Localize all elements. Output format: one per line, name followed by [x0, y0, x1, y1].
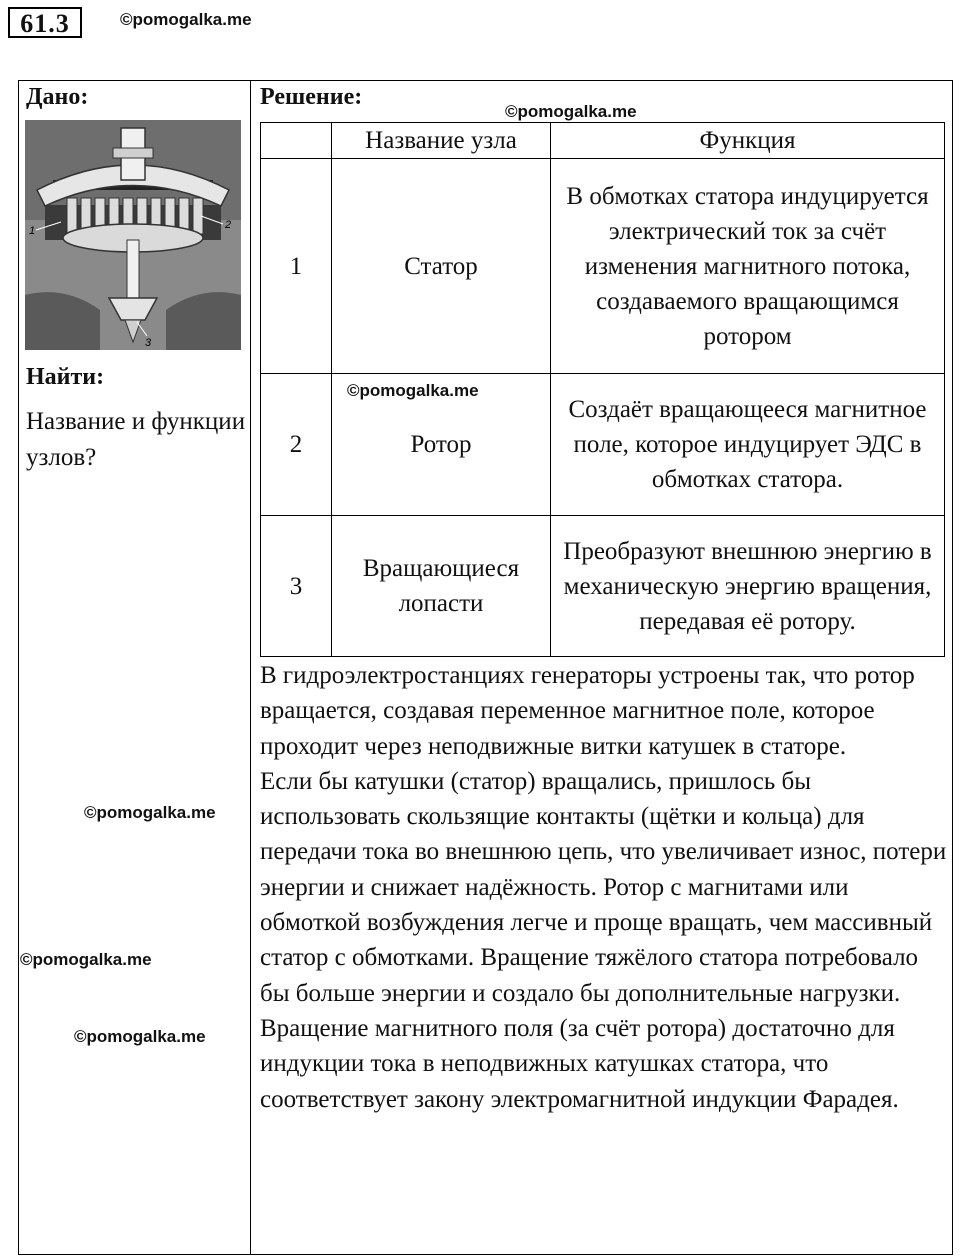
node-name: Вращающиеся лопасти — [332, 516, 551, 657]
table-header-name: Название узла — [332, 123, 551, 159]
watermark: ©pomogalka.me — [120, 10, 252, 29]
figure-label: 3 — [145, 337, 152, 349]
watermark: ©pomogalka.me — [20, 950, 152, 969]
table-row — [261, 516, 945, 657]
given-heading: Дано: — [26, 84, 89, 110]
node-function: В обмотках статора индуцируется электрический ток за счёт изменения магнитного потока, создаваемого вращающимся ротором — [551, 159, 945, 374]
row-number: 1 — [261, 159, 332, 374]
watermark: ©pomogalka.me — [84, 803, 216, 822]
explanation-paragraph: Если бы катушки (статор) вращались, пришлось бы использовать скользящие контакты (щётки и кольца) для передачи тока во внешнюю цепь, что увеличивает износ, потери энергии и снижает надёжность. Ротор с магнитами или обмоткой возбуждения легче и проще вращать, чем массивный статор с обмотками. Вращение тяжёлого статора потребовало бы больше энергии и создало бы дополнительные нагрузки. Вращение магнитного поля (за счёт ротора) достаточно для индукции тока в неподвижных катушках статора, что соответствует закону электромагнитной индукции Фарадея. — [260, 767, 947, 1113]
watermark: ©pomogalka.me — [347, 381, 479, 400]
row-number: 3 — [261, 516, 332, 657]
table-row — [261, 374, 945, 516]
figure-label: 1 — [29, 225, 36, 237]
nodes-table — [260, 122, 945, 657]
row-number: 2 — [261, 374, 332, 516]
solution-explanation — [260, 658, 950, 1117]
node-name: Статор — [332, 159, 551, 374]
figure-label: 2 — [225, 219, 232, 231]
generator-illustration — [25, 120, 241, 350]
find-text: Название и функции узлов? — [26, 408, 246, 471]
problem-number: 61.3 — [8, 7, 82, 38]
solution-heading: Решение: — [260, 84, 363, 110]
explanation-paragraph: В гидроэлектростанциях генераторы устроены так, что ротор вращается, создавая переменное магнитное поле, которое проходит через неподвижные витки катушек в статоре. — [260, 662, 915, 760]
table-header-row — [261, 123, 945, 159]
node-function: Преобразуют внешнюю энергию в механическую энергию вращения, передавая её ротору. — [551, 516, 945, 657]
column-divider — [250, 80, 251, 1255]
find-heading: Найти: — [26, 364, 105, 390]
table-row — [261, 159, 945, 374]
node-name: Ротор — [332, 374, 551, 516]
watermark: ©pomogalka.me — [505, 102, 637, 121]
table-header-num — [261, 123, 332, 159]
node-function: Создаёт вращающееся магнитное поле, которое индуцирует ЭДС в обмотках статора. — [551, 374, 945, 516]
table-header-function: Функция — [551, 123, 945, 159]
watermark: ©pomogalka.me — [74, 1027, 206, 1046]
